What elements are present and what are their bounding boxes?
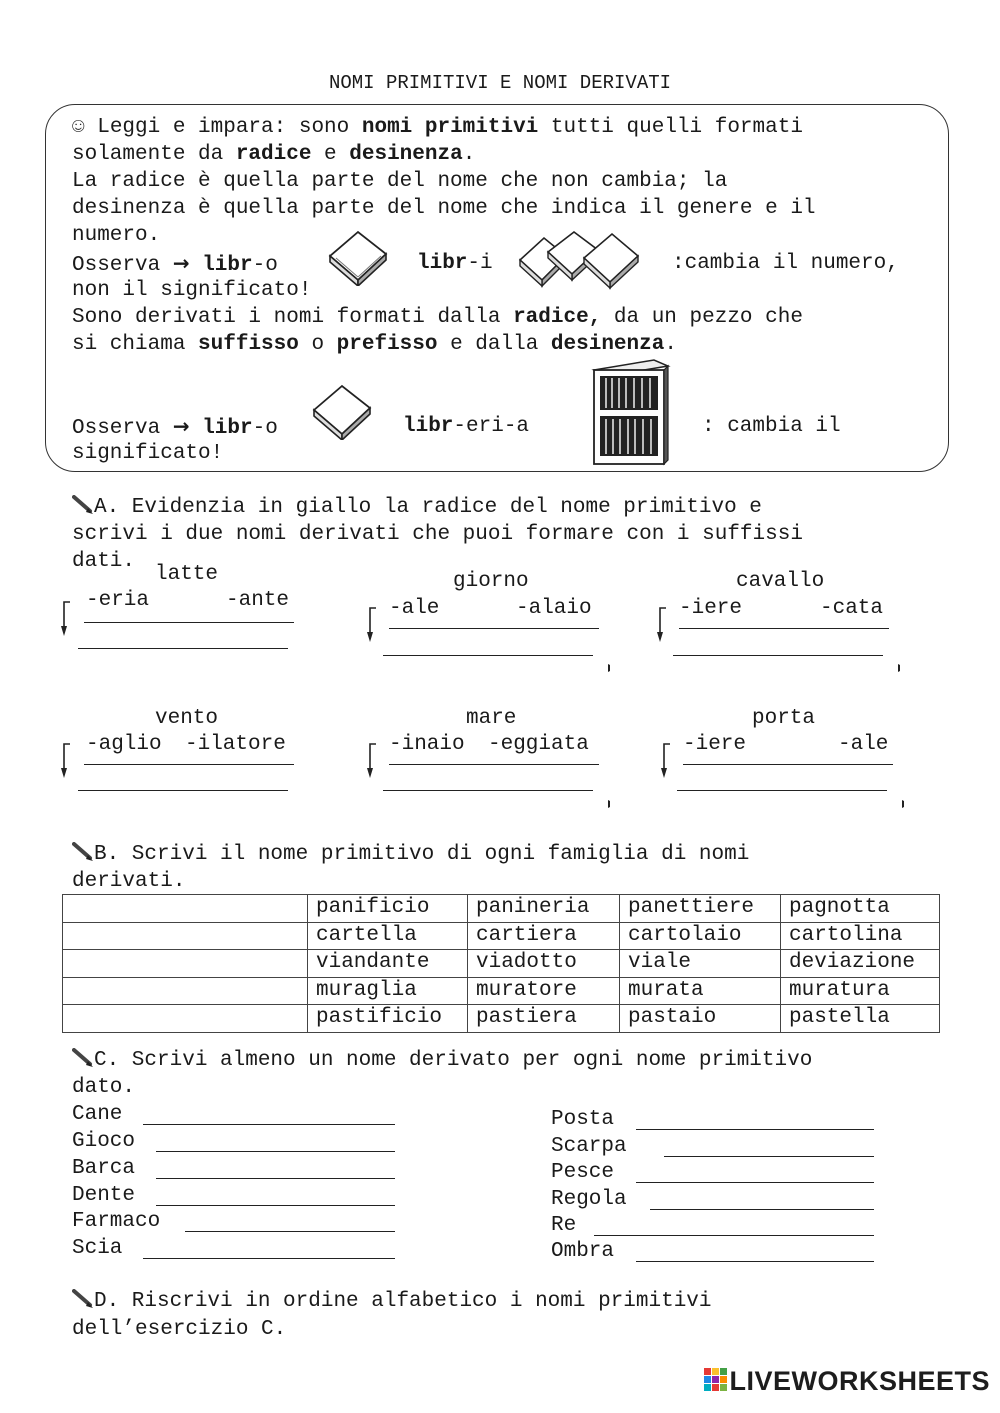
page-title: NOMI PRIMITIVI E NOMI DERIVATI: [328, 72, 672, 94]
answer-blank[interactable]: [679, 628, 889, 629]
answer-cell[interactable]: [63, 950, 308, 978]
answer-blank[interactable]: [84, 622, 294, 623]
table-cell: cartiera: [468, 922, 620, 950]
suffix-2: -cata: [820, 597, 884, 620]
primitive-word: porta: [752, 707, 816, 730]
word-label: Barca: [72, 1157, 136, 1180]
intro-line-11: significato!: [72, 442, 224, 465]
libreria-word: libr-eri-a: [403, 415, 530, 438]
answer-blank[interactable]: [683, 764, 893, 765]
table-cell: cartolina: [781, 922, 940, 950]
answer-line[interactable]: [664, 1136, 874, 1157]
word-label: Re: [551, 1214, 577, 1237]
table-row: [63, 977, 940, 1005]
bracket-icon: [60, 740, 304, 808]
answer-line[interactable]: [636, 1241, 874, 1262]
table-cell: pastella: [781, 1005, 940, 1033]
answer-line[interactable]: [156, 1158, 395, 1179]
bracket-icon: [656, 604, 900, 672]
answer-line[interactable]: [185, 1211, 395, 1232]
word-label: Scarpa: [551, 1135, 627, 1158]
family-table: [62, 894, 940, 1033]
bracket-icon: [366, 604, 610, 672]
answer-line[interactable]: [650, 1189, 874, 1210]
bracket-icon: [660, 740, 904, 808]
table-cell: muratura: [781, 977, 940, 1005]
answer-line[interactable]: [636, 1162, 874, 1183]
suffix-2: -ante: [226, 589, 290, 612]
suffix-2: -alaio: [516, 597, 592, 620]
suffix-1: -iere: [679, 597, 743, 620]
table-cell: deviazione: [781, 950, 940, 978]
answer-cell[interactable]: [63, 895, 308, 923]
answer-line[interactable]: [594, 1215, 874, 1236]
intro-line-2: solamente da radice e desinenza.: [72, 143, 476, 166]
word-label: Pesce: [551, 1161, 615, 1184]
table-cell: muratore: [468, 977, 620, 1005]
exB-instruction-1: B. Scrivi il nome primitivo di ogni famiglia di nomi: [72, 841, 749, 868]
table-cell: cartolaio: [620, 922, 781, 950]
intro-line-4: desinenza è quella parte del nome che indica il genere e il: [72, 197, 816, 220]
suffix-2: -ilatore: [185, 733, 286, 756]
intro-line-1: ☺ Leggi e impara: sono nomi primitivi tutti quelli formati: [72, 116, 803, 139]
cambia-significato-text: : cambia il: [702, 415, 841, 438]
bracket-icon: [60, 598, 304, 666]
libr-i-word: libr-i: [417, 252, 493, 275]
answer-cell[interactable]: [63, 1005, 308, 1033]
word-label: Cane: [72, 1103, 123, 1126]
exA-instruction-3: dati.: [72, 550, 136, 573]
table-cell: cartella: [308, 922, 468, 950]
pencil-icon: [72, 495, 94, 515]
intro-line-3: La radice è quella parte del nome che non cambia; la: [72, 170, 728, 193]
answer-blank[interactable]: [677, 790, 887, 791]
bookcase-icon: [590, 356, 672, 466]
answer-blank[interactable]: [389, 628, 599, 629]
table-cell: panettiere: [620, 895, 781, 923]
word-label: Gioco: [72, 1130, 136, 1153]
table-cell: muraglia: [308, 977, 468, 1005]
word-label: Regola: [551, 1188, 627, 1211]
suffix-2: -ale: [838, 733, 889, 756]
word-label: Ombra: [551, 1240, 615, 1263]
suffix-1: -eria: [86, 589, 150, 612]
suffix-1: -ale: [389, 597, 440, 620]
table-row: [63, 950, 940, 978]
arrow-right-icon: →: [172, 251, 190, 275]
answer-cell[interactable]: [63, 922, 308, 950]
primitive-word: latte: [155, 563, 219, 586]
table-cell: pastiera: [468, 1005, 620, 1033]
answer-line[interactable]: [143, 1104, 395, 1125]
answer-blank[interactable]: [383, 655, 593, 656]
intro-line-5: numero.: [72, 224, 161, 247]
exD-instruction-2: dell’esercizio C.: [72, 1318, 287, 1341]
suffix-1: -iere: [683, 733, 747, 756]
table-cell: viadotto: [468, 950, 620, 978]
exD-instruction-1: D. Riscrivi in ordine alfabetico i nomi primitivi: [72, 1288, 712, 1315]
table-cell: panificio: [308, 895, 468, 923]
table-cell: viandante: [308, 950, 468, 978]
books-icon: [514, 226, 644, 296]
exC-instruction-1: C. Scrivi almeno un nome derivato per ogni nome primitivo: [72, 1047, 812, 1074]
exA-instruction-1: A. Evidenzia in giallo la radice del nome primitivo e: [72, 494, 762, 521]
book-icon: [308, 382, 374, 440]
intro-line-8: Sono derivati i nomi formati dalla radice, da un pezzo che: [72, 306, 803, 329]
pencil-icon: [72, 842, 94, 862]
word-label: Posta: [551, 1108, 615, 1131]
table-cell: pastaio: [620, 1005, 781, 1033]
bracket-icon: [366, 740, 610, 808]
answer-cell[interactable]: [63, 977, 308, 1005]
book-icon: [324, 228, 390, 286]
word-label: Dente: [72, 1184, 136, 1207]
answer-blank[interactable]: [78, 648, 288, 649]
exA-instruction-2: scrivi i due nomi derivati che puoi formare con i suffissi: [72, 523, 803, 546]
primitive-word: giorno: [453, 570, 529, 593]
suffix-2: -eggiata: [488, 733, 589, 756]
table-cell: pagnotta: [781, 895, 940, 923]
answer-blank[interactable]: [84, 764, 294, 765]
table-row: [63, 922, 940, 950]
answer-blank[interactable]: [78, 790, 288, 791]
suffix-1: -inaio: [389, 733, 465, 756]
pencil-icon: [72, 1289, 94, 1309]
primitive-word: mare: [466, 707, 517, 730]
smiley-icon: ☺: [72, 116, 85, 139]
logo-icon: [703, 1367, 729, 1393]
osserva-line-1: Osserva → libr-o: [72, 251, 278, 277]
arrow-right-icon: →: [172, 414, 190, 438]
pencil-icon: [72, 1048, 94, 1068]
exB-instruction-2: derivati.: [72, 870, 186, 893]
table-row: [63, 1005, 940, 1033]
exC-instruction-2: dato.: [72, 1076, 136, 1099]
table-cell: viale: [620, 950, 781, 978]
answer-line[interactable]: [143, 1238, 395, 1259]
answer-line[interactable]: [156, 1185, 395, 1206]
primitive-word: vento: [155, 707, 219, 730]
answer-blank[interactable]: [383, 790, 593, 791]
table-cell: pastificio: [308, 1005, 468, 1033]
table-cell: murata: [620, 977, 781, 1005]
table-row: [63, 895, 940, 923]
word-label: Scia: [72, 1237, 123, 1260]
answer-line[interactable]: [636, 1109, 874, 1130]
primitive-word: cavallo: [736, 570, 825, 593]
answer-blank[interactable]: [673, 655, 883, 656]
suffix-1: -aglio: [86, 733, 162, 756]
liveworksheets-logo: LIVEWORKSHEETS: [703, 1366, 990, 1397]
answer-blank[interactable]: [389, 764, 599, 765]
word-label: Farmaco: [72, 1210, 161, 1233]
intro-line-7: non il significato!: [72, 279, 312, 302]
table-cell: panineria: [468, 895, 620, 923]
answer-line[interactable]: [156, 1131, 395, 1152]
intro-line-9: si chiama suffisso o prefisso e dalla desinenza.: [72, 333, 677, 356]
cambia-numero-text: :cambia il numero,: [672, 252, 899, 275]
osserva-line-2: Osserva → libr-o: [72, 414, 278, 440]
